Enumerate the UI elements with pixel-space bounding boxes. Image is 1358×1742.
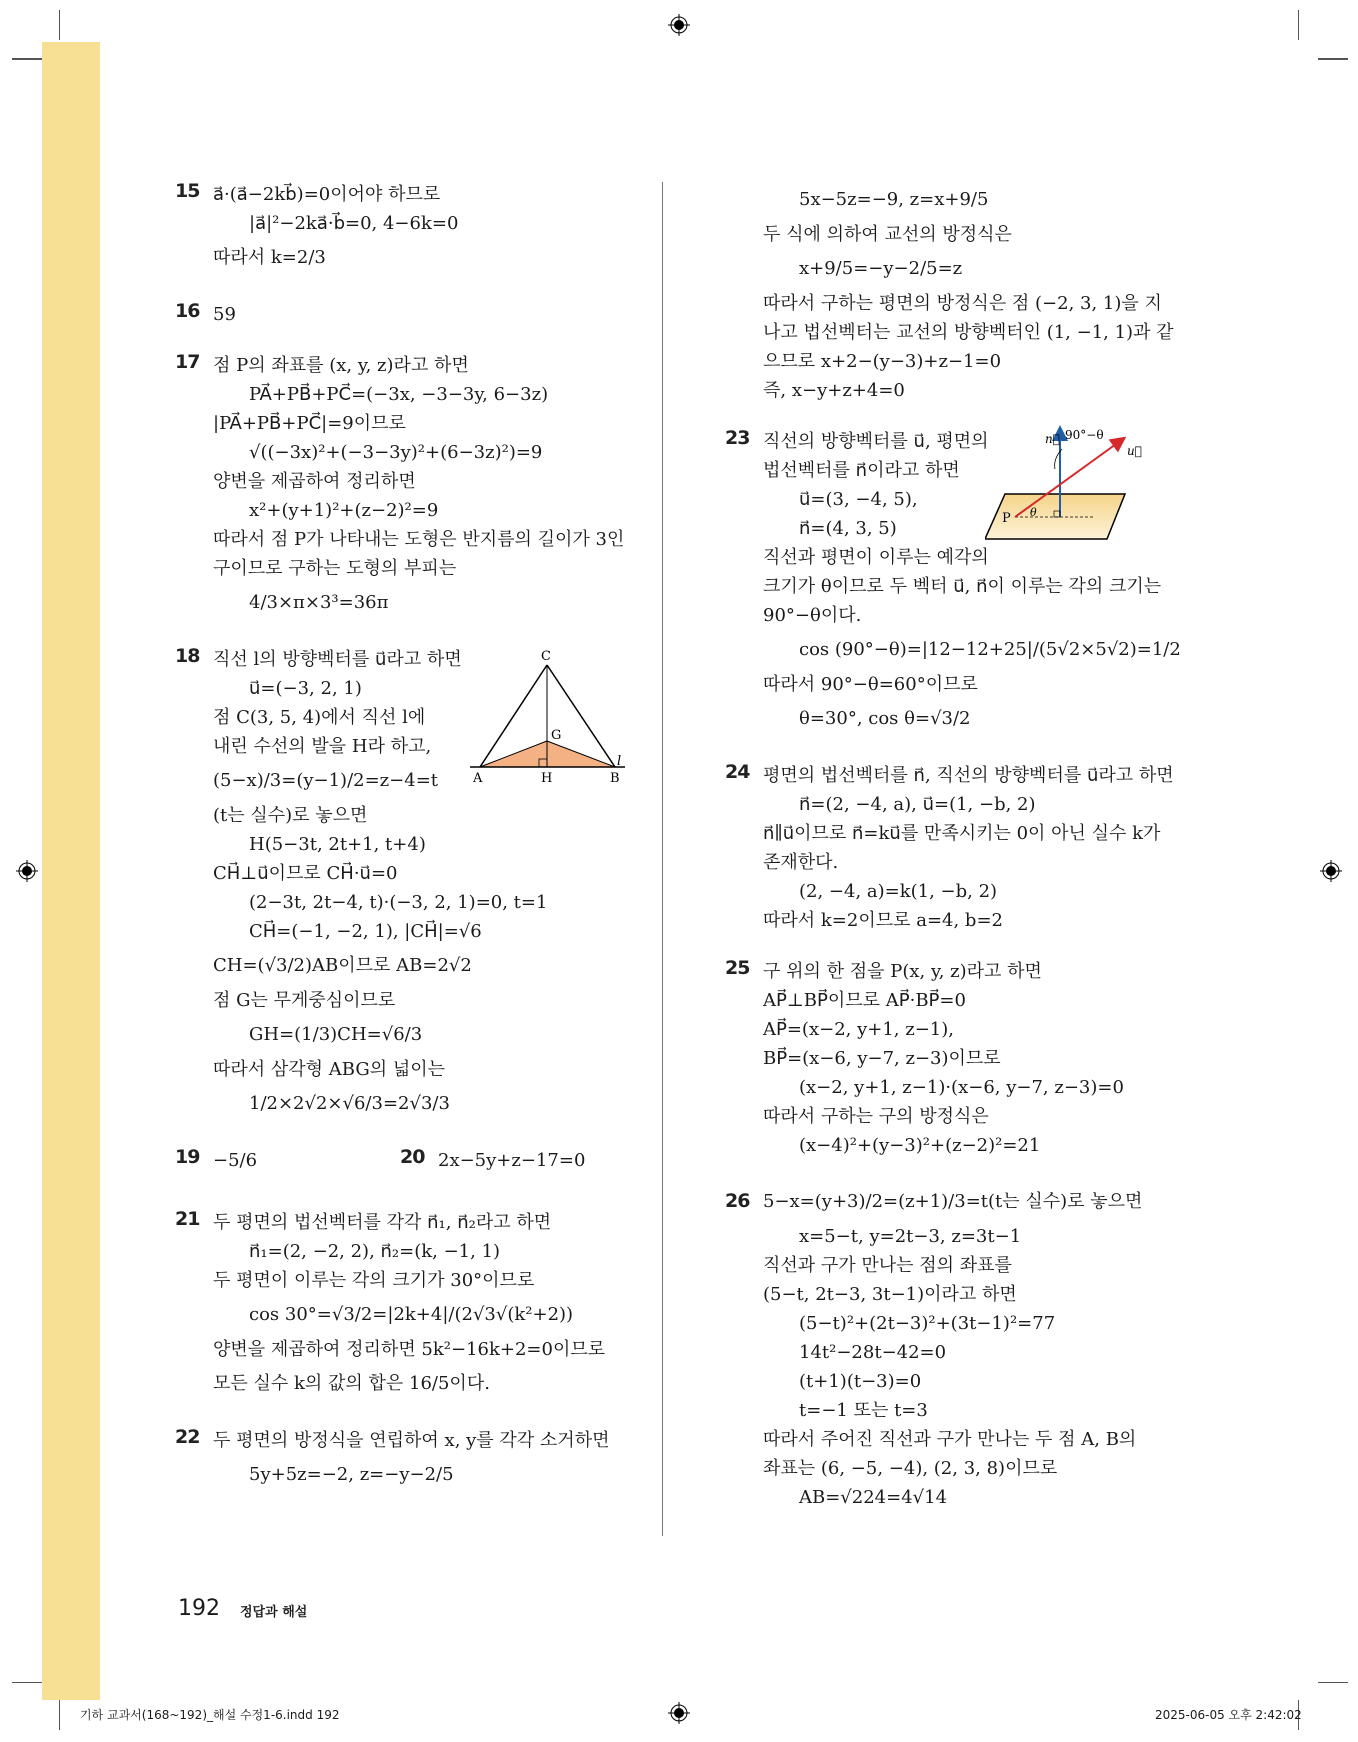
solution-line: (t는 실수)로 놓으면 <box>213 805 368 826</box>
answer-line: 따라서 k=2/3 <box>213 247 326 268</box>
solution-line: 5−x=(y+3)/2=(z+1)/3=t(t는 실수)로 놓으면 <box>763 1191 1143 1212</box>
solution-line: 5x−5z=−9, z=x+9/5 <box>799 189 989 210</box>
crop-mark <box>1298 10 1299 40</box>
label-g: G <box>551 728 562 743</box>
solution-line: (5−t, 2t−3, 3t−1)이라고 하면 <box>763 1284 1017 1305</box>
problem-number: 20 <box>400 1146 425 1168</box>
solution-line: AP⃗=(x−2, y+1, z−1), <box>763 1019 954 1040</box>
solution-line: (5−x)/3=(y−1)/2=z−4=t <box>213 770 439 791</box>
problem-21 <box>175 1208 635 1404</box>
answer-line: (x−4)²+(y−3)²+(z−2)²=21 <box>799 1135 1041 1156</box>
problem-number: 26 <box>725 1190 750 1212</box>
solution-line: 법선벡터를 n⃗이라고 하면 <box>763 460 960 481</box>
label-p: P <box>1002 511 1011 526</box>
solution-line: 으므로 x+2−(y−3)+z−1=0 <box>763 351 1002 372</box>
answer-line: 즉, x−y+z+4=0 <box>763 380 905 401</box>
solution-line: 내린 수선의 발을 H라 하고, <box>213 736 432 757</box>
solution-line: (t+1)(t−3)=0 <box>799 1371 922 1392</box>
crop-mark <box>59 10 60 40</box>
answer-line: 2x−5y+z−17=0 <box>438 1150 586 1171</box>
registration-mark-icon <box>668 1702 690 1724</box>
solution-line: BP⃗=(x−6, y−7, z−3)이므로 <box>763 1048 1001 1069</box>
problem-15 <box>175 180 635 278</box>
label-u: u⃗ <box>1127 444 1142 458</box>
solution-line: H(5−3t, 2t+1, t+4) <box>249 834 426 855</box>
solution-line: GH=(1/3)CH=√6/3 <box>249 1024 423 1045</box>
solution-line: 직선의 방향벡터를 u⃗, 평면의 <box>763 431 989 452</box>
solution-line: n⃗∥u⃗이므로 n⃗=ku⃗를 만족시키는 0이 아닌 실수 k가 <box>763 823 1161 844</box>
solution-line: 두 식에 의하여 교선의 방정식은 <box>763 224 1012 245</box>
answer-line: 따라서 k=2이므로 a=4, b=2 <box>763 910 1003 931</box>
solution-line: CH⃗⊥u⃗이므로 CH⃗·u⃗=0 <box>213 863 398 884</box>
problem-17 <box>175 351 635 623</box>
solution-line: 5y+5z=−2, z=−y−2/5 <box>249 1464 454 1485</box>
solution-line: 90°−θ이다. <box>763 605 862 626</box>
answer-line: −5/6 <box>213 1150 258 1171</box>
page-number: 192 <box>178 1596 220 1621</box>
solution-line: t=−1 또는 t=3 <box>799 1400 928 1421</box>
label-theta: θ <box>1030 506 1037 519</box>
solution-line: cos 30°=√3/2=|2k+4|/(2√3√(k²+2)) <box>249 1304 574 1325</box>
solution-line: 양변을 제곱하여 정리하면 5k²−16k+2=0이므로 <box>213 1339 606 1360</box>
solution-line: a⃗·(a⃗−2kb⃗)=0이어야 하므로 <box>213 184 441 205</box>
problem-24 <box>725 761 1195 935</box>
problem-22-continued <box>725 180 1195 405</box>
solution-line: u⃗=(−3, 2, 1) <box>249 678 362 699</box>
answer-line: 1/2×2√2×√6/3=2√3/3 <box>249 1093 450 1114</box>
registration-mark-icon <box>1320 860 1342 882</box>
solution-line: 크기가 θ이므로 두 벡터 u⃗, n⃗이 이루는 각의 크기는 <box>763 576 1162 597</box>
problem-number: 15 <box>175 180 200 202</box>
solution-line: 두 평면의 방정식을 연립하여 x, y를 각각 소거하면 <box>213 1430 610 1451</box>
crop-mark <box>12 58 42 60</box>
label-h: H <box>541 771 553 785</box>
left-column <box>175 180 635 1517</box>
label-c: C <box>541 649 551 664</box>
solution-line: CH=(√3/2)AB이므로 AB=2√2 <box>213 955 472 976</box>
line-plane-angle-diagram <box>985 419 1175 549</box>
problem-18 <box>175 645 635 1124</box>
solution-line: n⃗=(4, 3, 5) <box>799 518 897 539</box>
solution-line: (x−2, y+1, z−1)·(x−6, y−7, z−3)=0 <box>799 1077 1124 1098</box>
solution-line: 직선과 평면이 이루는 예각의 <box>763 547 989 568</box>
crop-mark <box>59 1700 60 1730</box>
answer-line: AB=√224=4√14 <box>799 1487 948 1508</box>
problem-19-20 <box>175 1146 635 1186</box>
triangle-abc-diagram <box>465 645 625 785</box>
problem-number: 18 <box>175 645 200 667</box>
solution-line: (5−t)²+(2t−3)²+(3t−1)²=77 <box>799 1313 1056 1334</box>
label-n: n⃗ <box>1045 432 1060 446</box>
solution-line: 직선과 구가 만나는 점의 좌표를 <box>763 1255 1012 1276</box>
solution-line: |a⃗|²−2ka⃗·b⃗=0, 4−6k=0 <box>249 213 459 234</box>
solution-line: |PA⃗+PB⃗+PC⃗|=9이므로 <box>213 413 406 434</box>
label-a: A <box>473 771 483 785</box>
solution-line: CH⃗=(−1, −2, 1), |CH⃗|=√6 <box>249 921 482 942</box>
solution-line: n⃗=(2, −4, a), u⃗=(1, −b, 2) <box>799 794 1036 815</box>
solution-line: 두 평면이 이루는 각의 크기가 30°이므로 <box>213 1270 535 1291</box>
answer-line: 59 <box>213 304 236 325</box>
crop-mark <box>1318 1682 1348 1683</box>
problem-number: 24 <box>725 761 750 783</box>
solution-line: 좌표는 (6, −5, −4), (2, 3, 8)이므로 <box>763 1458 1058 1479</box>
solution-line: 따라서 주어진 직선과 구가 만나는 두 점 A, B의 <box>763 1429 1137 1450</box>
problem-25 <box>725 957 1195 1160</box>
solution-line: n⃗₁=(2, −2, 2), n⃗₂=(k, −1, 1) <box>249 1241 501 1262</box>
problem-22 <box>175 1426 635 1495</box>
solution-line: 존재한다. <box>763 852 839 873</box>
solution-line: 구 위의 한 점을 P(x, y, z)라고 하면 <box>763 961 1042 982</box>
label-l: l <box>617 754 622 769</box>
solution-line: x+9/5=−y−2/5=z <box>799 258 963 279</box>
solution-line: u⃗=(3, −4, 5), <box>799 489 918 510</box>
answer-line: 4/3×π×3³=36π <box>249 592 389 613</box>
column-divider <box>662 182 663 1536</box>
crop-mark <box>12 1682 42 1683</box>
answer-line: 모든 실수 k의 값의 합은 16/5이다. <box>213 1373 490 1394</box>
registration-mark-icon <box>16 860 38 882</box>
problem-number: 25 <box>725 957 750 979</box>
solution-line: x=5−t, y=2t−3, z=3t−1 <box>799 1226 1022 1247</box>
label-b: B <box>610 771 620 785</box>
solution-line: 14t²−28t−42=0 <box>799 1342 947 1363</box>
solution-line: 점 P의 좌표를 (x, y, z)라고 하면 <box>213 355 469 376</box>
solution-line: x²+(y+1)²+(z−2)²=9 <box>249 500 439 521</box>
solution-line: √((−3x)²+(−3−3y)²+(6−3z)²)=9 <box>249 442 543 463</box>
problem-number: 17 <box>175 351 200 373</box>
problem-16 <box>175 300 635 329</box>
right-column <box>725 180 1195 1534</box>
solution-line: 따라서 구하는 구의 방정식은 <box>763 1106 989 1127</box>
solution-line: 구이므로 구하는 도형의 부피는 <box>213 558 457 579</box>
solution-line: cos (90°−θ)=|12−12+25|/(5√2×5√2)=1/2 <box>799 639 1181 660</box>
solution-line: 따라서 점 P가 나타내는 도형은 반지름의 길이가 3인 <box>213 529 625 550</box>
problem-number: 19 <box>175 1146 200 1168</box>
crop-mark <box>1318 58 1348 60</box>
print-slug-file: 기하 교과서(168~192)_해설 수정1-6.indd 192 <box>80 1708 340 1722</box>
section-title: 정답과 해설 <box>240 1605 308 1620</box>
registration-mark-icon <box>668 14 690 36</box>
solution-line: PA⃗+PB⃗+PC⃗=(−3x, −3−3y, 6−3z) <box>249 384 549 405</box>
solution-line: 점 G는 무게중심이므로 <box>213 990 396 1011</box>
solution-line: 따라서 삼각형 ABG의 넓이는 <box>213 1059 445 1080</box>
solution-line: AP⃗⊥BP⃗이므로 AP⃗·BP⃗=0 <box>763 990 966 1011</box>
solution-line: 양변을 제곱하여 정리하면 <box>213 471 416 492</box>
solution-line: 따라서 구하는 평면의 방정식은 점 (−2, 3, 1)을 지 <box>763 293 1162 314</box>
problem-23 <box>725 427 1195 739</box>
solution-line: 점 C(3, 5, 4)에서 직선 l에 <box>213 707 426 728</box>
solution-line: (2−3t, 2t−4, t)·(−3, 2, 1)=0, t=1 <box>249 892 548 913</box>
solution-line: (2, −4, a)=k(1, −b, 2) <box>799 881 998 902</box>
problem-number: 21 <box>175 1208 200 1230</box>
print-slug-date: 2025-06-05 오후 2:42:02 <box>1155 1708 1302 1722</box>
problem-number: 23 <box>725 427 750 449</box>
problem-26 <box>725 1182 1195 1512</box>
solution-line: 따라서 90°−θ=60°이므로 <box>763 674 978 695</box>
problem-number: 16 <box>175 300 200 322</box>
problem-number: 22 <box>175 1426 200 1448</box>
solution-line: 직선 l의 방향벡터를 u⃗라고 하면 <box>213 649 462 670</box>
answer-line: θ=30°, cos θ=√3/2 <box>799 708 971 729</box>
solution-line: 나고 법선벡터는 교선의 방향벡터인 (1, −1, 1)과 같 <box>763 322 1174 343</box>
solution-line: 평면의 법선벡터를 n⃗, 직선의 방향벡터를 u⃗라고 하면 <box>763 765 1174 786</box>
solution-line: 두 평면의 법선벡터를 각각 n⃗₁, n⃗₂라고 하면 <box>213 1212 552 1233</box>
label-angle: 90°−θ <box>1065 428 1104 442</box>
chapter-color-tab <box>42 42 100 1700</box>
